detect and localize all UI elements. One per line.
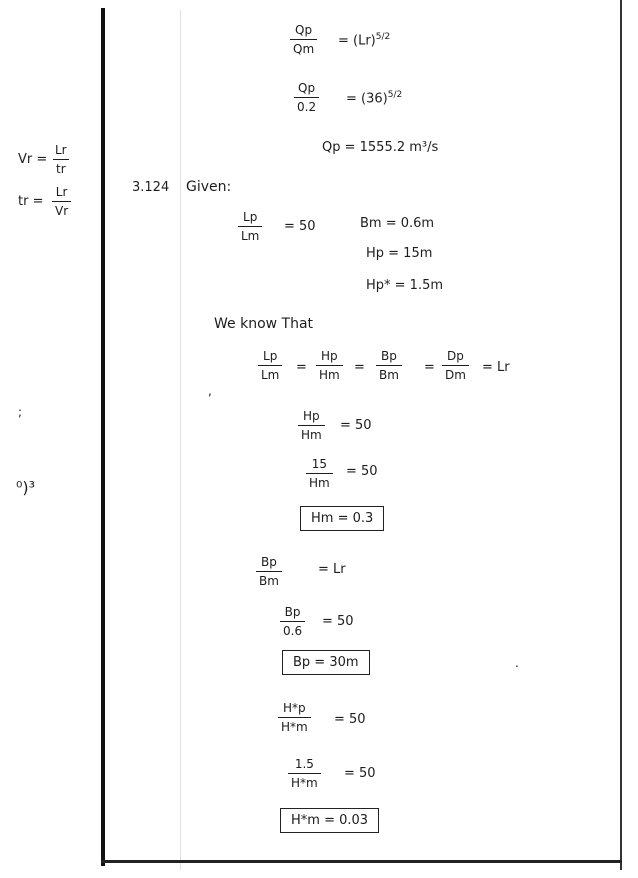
step6-num: 1.5	[294, 757, 314, 771]
step5-num: H*p	[283, 701, 306, 715]
step4-value: = 50	[322, 614, 354, 629]
eq1-exp: 5/2	[375, 32, 391, 42]
margin-tr-den: Vr	[52, 201, 71, 217]
step1-den: Hm	[298, 425, 325, 441]
relation-eq-1: =	[296, 360, 307, 375]
eq2-exp: 5/2	[387, 90, 403, 100]
eq2-fraction	[294, 82, 319, 113]
eq2-den: 0.2	[294, 97, 319, 113]
step5-value: = 50	[334, 712, 366, 727]
step6-value: = 50	[344, 766, 376, 781]
step4-result-box: Bp = 30m	[282, 650, 370, 675]
margin-vr-fraction	[52, 144, 70, 175]
margin-vr-den: tr	[53, 159, 69, 175]
relation-f4	[442, 350, 469, 381]
given-label: Given:	[186, 179, 232, 195]
given-ratio-value: = 50	[284, 219, 316, 234]
step1-num: Hp	[303, 409, 320, 423]
relation-f1	[258, 350, 282, 381]
relation-f4-den: Dm	[442, 365, 469, 381]
step4-fraction	[280, 606, 305, 637]
margin-fragment: ⁰)³	[16, 478, 36, 497]
step5-fraction	[278, 702, 311, 733]
given-ratio-den: Lm	[238, 226, 262, 242]
relation-f2	[316, 350, 343, 381]
relation-f3	[376, 350, 402, 381]
we-know-that: We know That	[214, 316, 314, 332]
right-edge-line	[620, 0, 622, 870]
given-ratio-fraction	[238, 211, 262, 242]
eq1-rhs	[338, 32, 390, 48]
margin-tr-fraction	[52, 186, 71, 217]
eq1-rhs-text: = (Lr)	[338, 33, 376, 49]
margin-vr-label: Vr =	[18, 152, 48, 167]
relation-f2-den: Hm	[316, 365, 343, 381]
step1-fraction	[298, 410, 325, 441]
relation-rhs: = Lr	[482, 360, 510, 375]
step3-num: Bp	[261, 555, 277, 569]
given-bm: Bm = 0.6m	[360, 216, 435, 231]
problem-number: 3.124	[132, 180, 170, 195]
margin-stray-mark: ;	[18, 405, 23, 419]
eq1-den: Qm	[290, 39, 317, 55]
bottom-edge-line	[101, 860, 622, 863]
step2-num: 15	[311, 457, 327, 471]
margin-line	[101, 8, 105, 866]
margin-tr-label: tr =	[18, 194, 44, 209]
eq1-fraction	[290, 24, 317, 55]
step6-den: H*m	[288, 773, 321, 789]
relation-f1-den: Lm	[258, 365, 282, 381]
step2-den: Hm	[306, 473, 333, 489]
step6-result-box: H*m = 0.03	[280, 808, 379, 833]
step4-den: 0.6	[280, 621, 305, 637]
step6-fraction	[288, 758, 321, 789]
given-ratio-num: Lp	[243, 210, 258, 224]
relation-f1-num: Lp	[263, 349, 278, 363]
step2-fraction	[306, 458, 333, 489]
stray-dot-mark: .	[515, 656, 519, 670]
eq1-num: Qp	[295, 23, 313, 37]
stray-comma-mark: ,	[208, 384, 212, 398]
step2-value: = 50	[346, 464, 378, 479]
faint-rule	[180, 10, 181, 870]
step4-num: Bp	[284, 605, 301, 619]
eq2-num: Qp	[298, 81, 316, 95]
step5-den: H*m	[278, 717, 311, 733]
given-hp: Hp = 15m	[366, 246, 433, 261]
step2-result-box: Hm = 0.3	[300, 506, 384, 531]
eq2-rhs	[346, 90, 402, 106]
margin-tr-num: Lr	[55, 185, 68, 199]
step3-value: = Lr	[318, 562, 346, 577]
step3-fraction	[256, 556, 282, 587]
eq2-rhs-text: = (36)	[346, 91, 388, 107]
relation-f4-num: Dp	[447, 349, 464, 363]
given-hp-star: Hp* = 1.5m	[366, 278, 444, 293]
step3-den: Bm	[256, 571, 282, 587]
relation-eq-2: =	[354, 360, 365, 375]
step1-value: = 50	[340, 418, 372, 433]
relation-f2-num: Hp	[321, 349, 338, 363]
eq3-result: Qp = 1555.2 m³/s	[322, 140, 439, 155]
margin-vr-num: Lr	[55, 143, 67, 157]
relation-f3-den: Bm	[376, 365, 402, 381]
relation-eq-3: =	[424, 360, 435, 375]
relation-f3-num: Bp	[381, 349, 397, 363]
